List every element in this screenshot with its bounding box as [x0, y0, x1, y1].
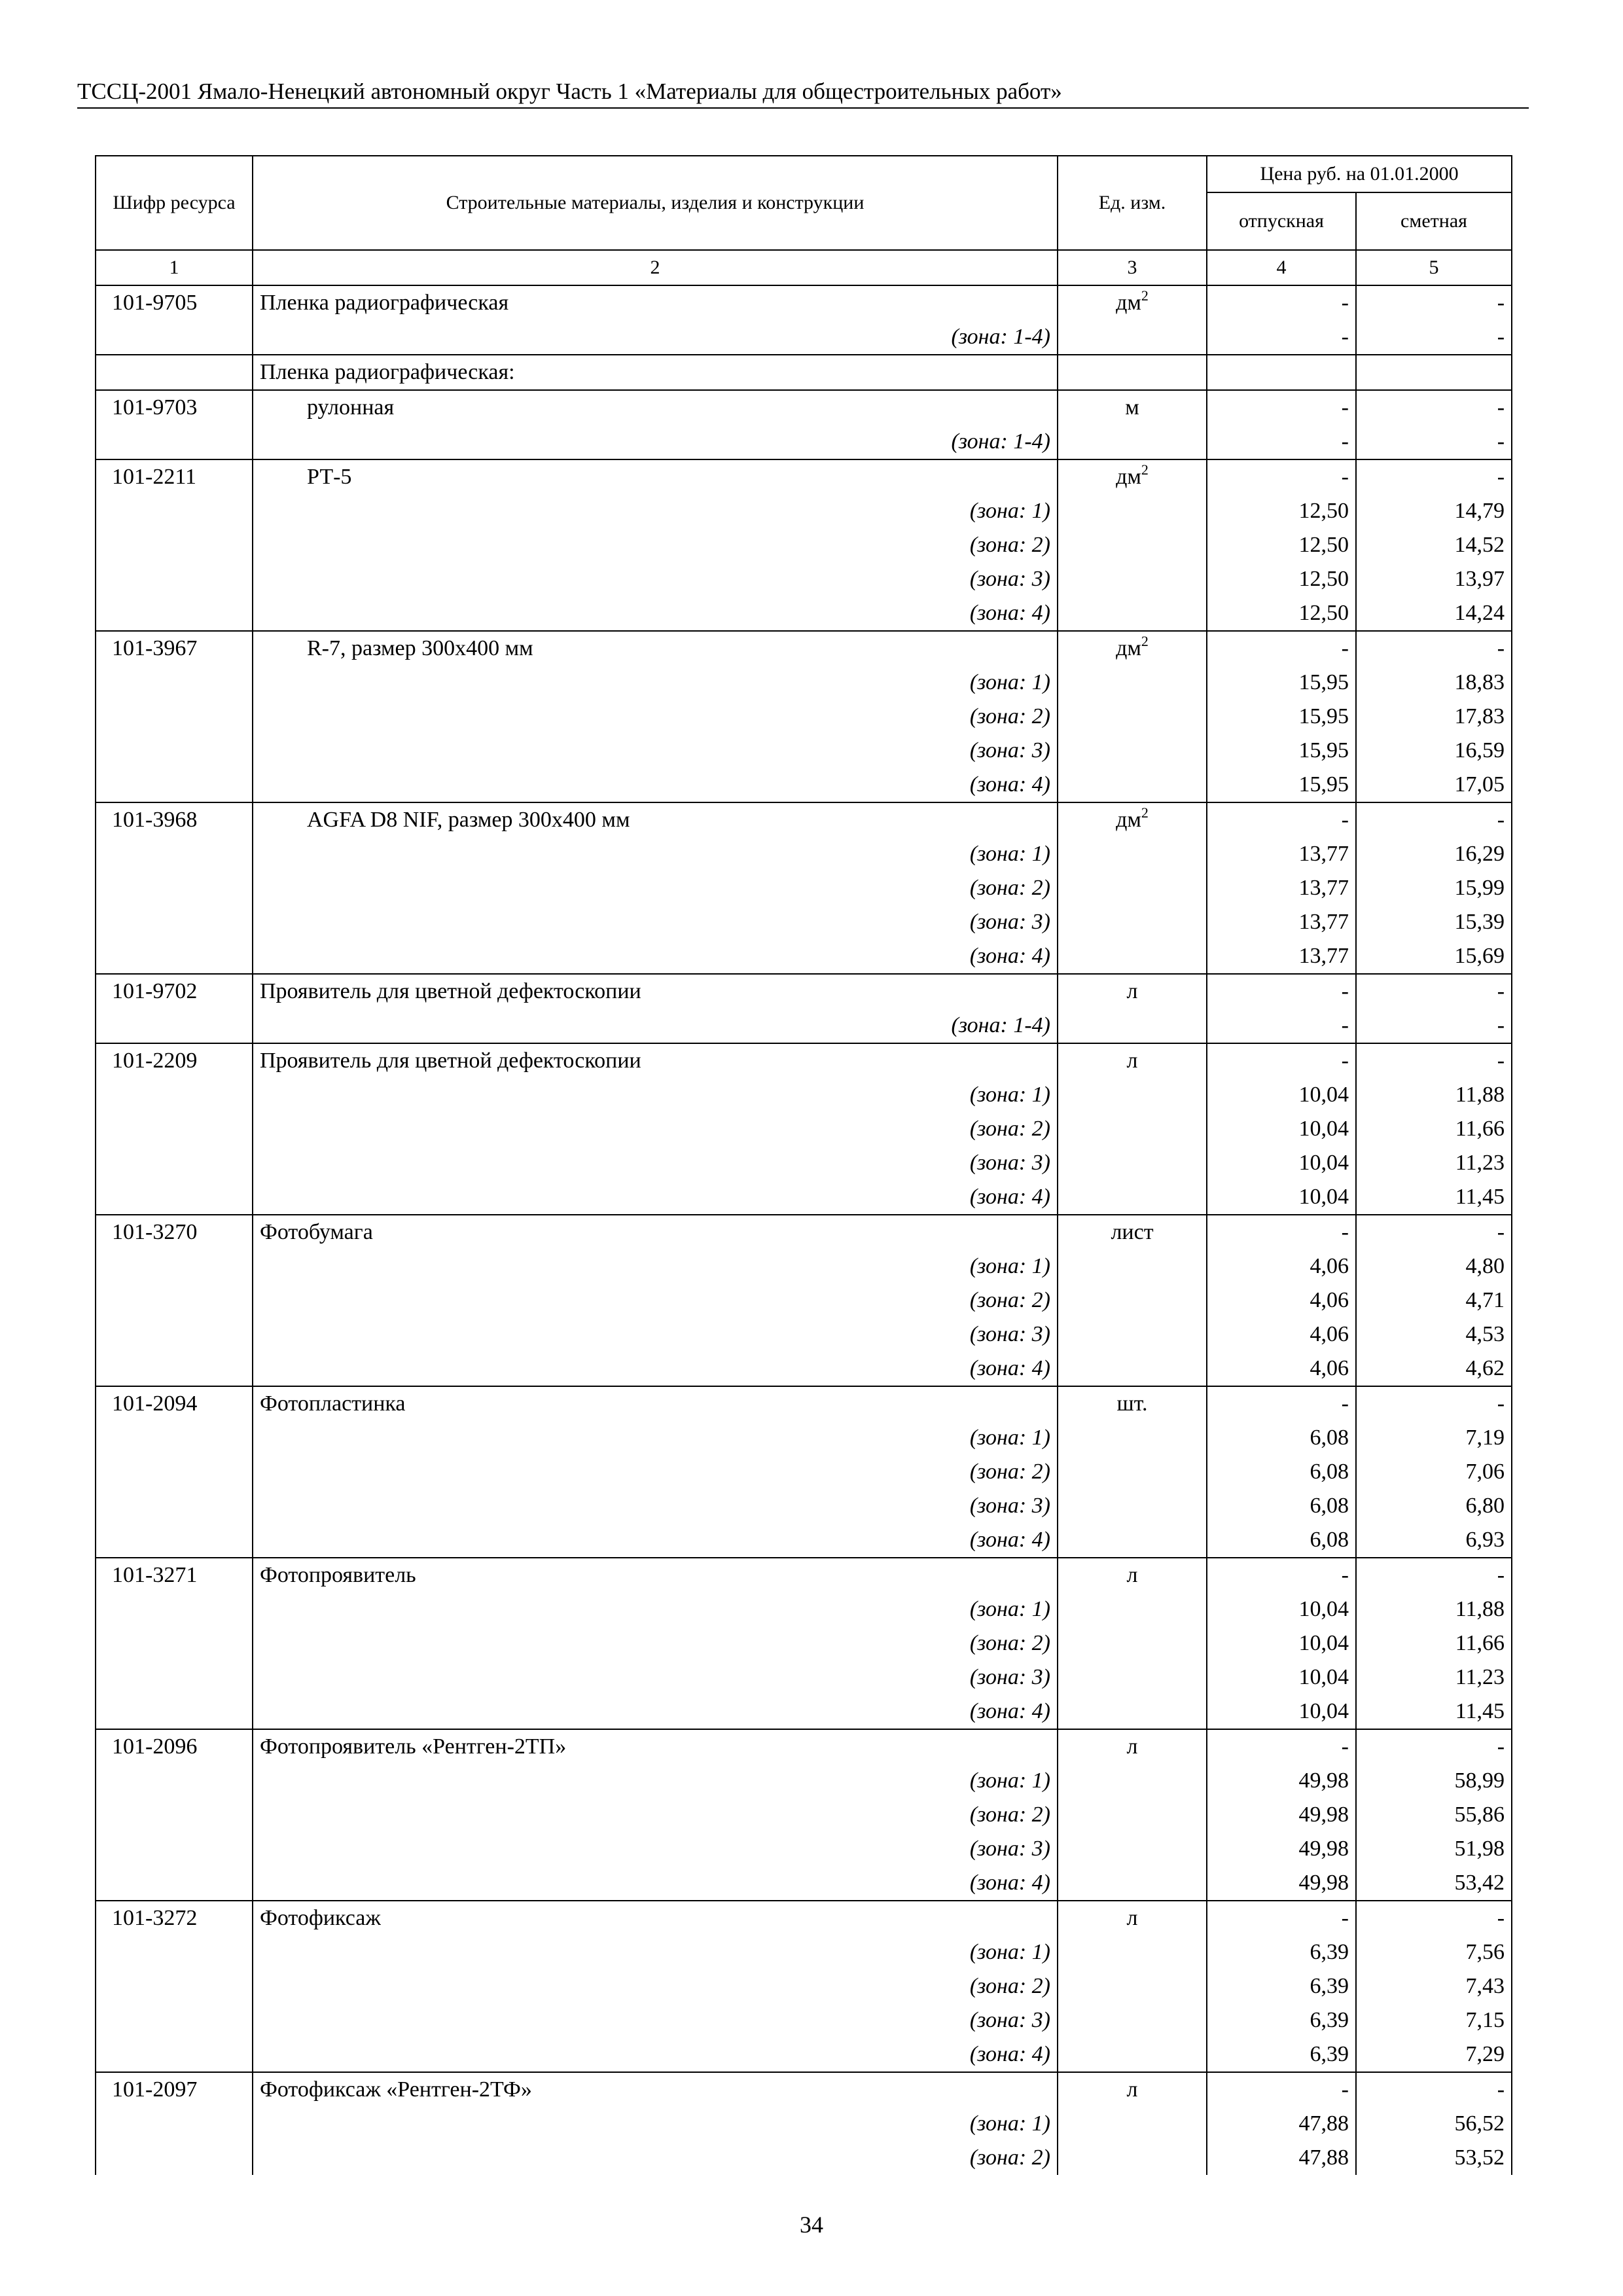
table-row — [96, 1901, 1512, 2072]
resource-code: 101-3270 — [112, 1220, 198, 1244]
release-price: 6,08 — [1310, 1460, 1349, 1484]
table-row — [96, 1558, 1512, 1729]
release-price-cell — [1207, 1901, 1356, 2072]
table-group-heading-row — [96, 355, 1512, 390]
zone-label: (зона: 2) — [969, 2145, 1050, 2170]
resource-code: 101-2209 — [112, 1049, 198, 1073]
zone-label: (зона: 3) — [969, 1665, 1050, 1689]
zone-label: (зона: 1) — [969, 1083, 1050, 1107]
zone-label: (зона: 3) — [969, 1494, 1050, 1518]
table-body — [96, 285, 1512, 2175]
material-name-cell — [253, 459, 1058, 631]
material-name-cell — [253, 1729, 1058, 1901]
zone-label: (зона: 4) — [969, 1871, 1050, 1895]
resource-code: 101-3272 — [112, 1906, 198, 1930]
estimate-price-cell — [1356, 2072, 1512, 2175]
resource-code-cell — [96, 802, 253, 974]
zone-label: (зона: 1) — [969, 1940, 1050, 1964]
table-row — [96, 2072, 1512, 2175]
release-price: 10,04 — [1298, 1117, 1349, 1141]
resource-code: 101-3271 — [112, 1563, 198, 1587]
release-price-dash: - — [1341, 808, 1349, 832]
estimate-price-dash: - — [1497, 1220, 1505, 1244]
zone-label: (зона: 1) — [969, 1426, 1050, 1450]
table-row — [96, 974, 1512, 1043]
release-price: 6,39 — [1310, 2008, 1349, 2032]
release-price-dash: - — [1341, 979, 1349, 1003]
zone-label: (зона: 4) — [969, 2042, 1050, 2066]
zone-label: (зона: 3) — [969, 1837, 1050, 1861]
estimate-price-dash: - — [1497, 2077, 1505, 2102]
material-name-cell — [253, 1558, 1058, 1729]
unit-text: дм — [1116, 291, 1141, 315]
release-price: 12,50 — [1298, 499, 1349, 523]
unit-cell — [1058, 802, 1207, 974]
release-price: 6,39 — [1310, 1940, 1349, 1964]
unit-text: л — [1126, 1906, 1138, 1930]
estimate-price-dash: - — [1497, 1734, 1505, 1759]
estimate-price: 7,19 — [1465, 1426, 1505, 1450]
estimate-price: 11,23 — [1455, 1665, 1505, 1689]
table-row — [96, 1215, 1512, 1386]
table-row — [96, 631, 1512, 802]
zone-label: (зона: 2) — [969, 533, 1050, 557]
material-name-cell — [253, 1043, 1058, 1215]
release-price-cell — [1207, 390, 1356, 459]
unit-text: л — [1126, 2077, 1138, 2102]
zone-label: (зона: 2) — [969, 704, 1050, 728]
estimate-price: 11,88 — [1455, 1083, 1505, 1107]
estimate-price-cell — [1356, 631, 1512, 802]
release-price-dash: - — [1341, 2077, 1349, 2102]
estimate-price-dash: - — [1497, 1563, 1505, 1587]
release-price-dash: - — [1341, 1734, 1349, 1759]
release-price: 10,04 — [1298, 1631, 1349, 1655]
header-rule — [77, 107, 1529, 109]
resource-code: 101-2211 — [112, 465, 197, 489]
zone-label: (зона: 1) — [969, 1768, 1050, 1793]
unit-text: дм — [1116, 808, 1141, 832]
unit-cell — [1058, 1215, 1207, 1386]
material-name: AGFA D8 NIF, размер 300x400 мм — [307, 808, 630, 832]
resource-code-cell — [96, 285, 253, 355]
unit-cell — [1058, 459, 1207, 631]
estimate-price: - — [1497, 429, 1505, 454]
estimate-price: 11,45 — [1455, 1185, 1505, 1209]
material-name-cell — [253, 2072, 1058, 2175]
release-price: 49,98 — [1298, 1768, 1349, 1793]
release-price: 15,95 — [1298, 670, 1349, 694]
estimate-price-dash: - — [1497, 291, 1505, 315]
estimate-price: 15,99 — [1454, 876, 1505, 900]
estimate-price-cell — [1356, 1043, 1512, 1215]
col-number: 2 — [253, 250, 1058, 285]
zone-label: (зона: 2) — [969, 1460, 1050, 1484]
unit-text: дм — [1116, 465, 1141, 489]
unit-cell — [1058, 1729, 1207, 1901]
unit-text: шт. — [1116, 1391, 1148, 1416]
page-header: ТССЦ-2001 Ямало-Ненецкий автономный округ Часть 1 «Материалы для общестроительных работ» — [77, 79, 1062, 104]
unit-superscript: 2 — [1141, 633, 1149, 649]
release-price-cell — [1207, 1558, 1356, 1729]
release-price-cell — [1207, 1386, 1356, 1558]
release-price: 12,50 — [1298, 533, 1349, 557]
resource-code-cell — [96, 1215, 253, 1386]
estimate-price: 15,39 — [1454, 910, 1505, 934]
resource-code: 101-2094 — [112, 1391, 198, 1416]
unit-cell — [1058, 285, 1207, 355]
estimate-price: 7,43 — [1465, 1974, 1505, 1998]
zone-label: (зона: 4) — [969, 1699, 1050, 1723]
zone-label: (зона: 1) — [969, 1254, 1050, 1278]
material-name: Пленка радиографическая: — [260, 360, 515, 384]
unit-cell — [1058, 631, 1207, 802]
zone-label: (зона: 3) — [969, 567, 1050, 591]
release-price: 15,95 — [1298, 738, 1349, 762]
estimate-price: 11,45 — [1455, 1699, 1505, 1723]
estimate-price: 18,83 — [1454, 670, 1505, 694]
estimate-price: 55,86 — [1454, 1803, 1505, 1827]
unit-cell — [1058, 390, 1207, 459]
release-price: 47,88 — [1298, 2145, 1349, 2170]
material-name: Пленка радиографическая — [260, 291, 509, 315]
release-price-dash: - — [1341, 1563, 1349, 1587]
material-name-cell — [253, 355, 1058, 390]
release-price-dash: - — [1341, 465, 1349, 489]
release-price: 10,04 — [1298, 1083, 1349, 1107]
material-name: Проявитель для цветной дефектоскопии — [260, 979, 641, 1003]
unit-cell — [1058, 355, 1207, 390]
material-name-cell — [253, 974, 1058, 1043]
zone-label: (зона: 3) — [969, 910, 1050, 934]
estimate-price: 16,59 — [1454, 738, 1505, 762]
col-header-price-group: Цена руб. на 01.01.2000 — [1207, 156, 1512, 192]
release-price: 15,95 — [1298, 772, 1349, 797]
zone-label: (зона: 1-4) — [951, 429, 1050, 454]
material-name: Фотофиксаж — [260, 1906, 381, 1930]
col-header-name: Строительные материалы, изделия и конструкции — [253, 156, 1058, 250]
estimate-price: 11,66 — [1455, 1117, 1505, 1141]
table-row — [96, 1043, 1512, 1215]
zone-label: (зона: 4) — [969, 772, 1050, 797]
estimate-price: 7,06 — [1465, 1460, 1505, 1484]
resource-code: 101-2097 — [112, 2077, 198, 2102]
release-price-dash: - — [1341, 395, 1349, 420]
zone-label: (зона: 2) — [969, 1288, 1050, 1312]
col-header-unit: Ед. изм. — [1058, 156, 1207, 250]
estimate-price-dash: - — [1497, 636, 1505, 660]
unit-text: дм — [1116, 636, 1141, 660]
release-price-cell — [1207, 1215, 1356, 1386]
zone-label: (зона: 1) — [969, 1597, 1050, 1621]
estimate-price: 7,15 — [1465, 2008, 1505, 2032]
release-price: 6,08 — [1310, 1426, 1349, 1450]
material-name: Фотопроявитель — [260, 1563, 416, 1587]
release-price: 4,06 — [1310, 1356, 1349, 1380]
zone-label: (зона: 1) — [969, 2111, 1050, 2136]
unit-cell — [1058, 1043, 1207, 1215]
resource-code: 101-9703 — [112, 395, 198, 420]
estimate-price: 16,29 — [1454, 842, 1505, 866]
estimate-price-cell — [1356, 802, 1512, 974]
release-price: 6,08 — [1310, 1494, 1349, 1518]
estimate-price: - — [1497, 1013, 1505, 1037]
release-price: 13,77 — [1298, 876, 1349, 900]
material-name-cell — [253, 631, 1058, 802]
estimate-price: 11,23 — [1455, 1151, 1505, 1175]
estimate-price: 53,52 — [1454, 2145, 1505, 2170]
release-price-dash: - — [1341, 1391, 1349, 1416]
resource-code-cell — [96, 2072, 253, 2175]
estimate-price-cell — [1356, 390, 1512, 459]
zone-label: (зона: 2) — [969, 1117, 1050, 1141]
resource-code: 101-9705 — [112, 291, 198, 315]
release-price-dash: - — [1341, 636, 1349, 660]
estimate-price: 58,99 — [1454, 1768, 1505, 1793]
zone-label: (зона: 2) — [969, 1974, 1050, 1998]
release-price: 6,08 — [1310, 1528, 1349, 1552]
material-name-cell — [253, 802, 1058, 974]
price-table — [95, 155, 1512, 2175]
zone-label: (зона: 1) — [969, 670, 1050, 694]
unit-cell — [1058, 2072, 1207, 2175]
estimate-price: 4,62 — [1465, 1356, 1505, 1380]
release-price: 6,39 — [1310, 1974, 1349, 1998]
estimate-price-cell — [1356, 1901, 1512, 2072]
estimate-price: 13,97 — [1454, 567, 1505, 591]
release-price: 10,04 — [1298, 1151, 1349, 1175]
zone-label: (зона: 4) — [969, 1185, 1050, 1209]
col-number: 5 — [1356, 250, 1512, 285]
estimate-price: 4,80 — [1465, 1254, 1505, 1278]
release-price-cell — [1207, 802, 1356, 974]
resource-code-cell — [96, 1901, 253, 2072]
table-row — [96, 285, 1512, 355]
material-name: Фотофиксаж «Рентген-2ТФ» — [260, 2077, 532, 2102]
estimate-price-cell — [1356, 1215, 1512, 1386]
release-price: 13,77 — [1298, 944, 1349, 968]
resource-code-cell — [96, 355, 253, 390]
zone-label: (зона: 1) — [969, 842, 1050, 866]
zone-label: (зона: 1) — [969, 499, 1050, 523]
unit-text: л — [1126, 1734, 1138, 1759]
col-number: 1 — [96, 250, 253, 285]
estimate-price: 7,56 — [1465, 1940, 1505, 1964]
estimate-price-dash: - — [1497, 1049, 1505, 1073]
col-header-release: отпускная — [1207, 192, 1356, 250]
unit-cell — [1058, 1901, 1207, 2072]
release-price-cell — [1207, 631, 1356, 802]
release-price-cell — [1207, 2072, 1356, 2175]
zone-label: (зона: 2) — [969, 876, 1050, 900]
col-number: 4 — [1207, 250, 1356, 285]
release-price: 12,50 — [1298, 567, 1349, 591]
estimate-price: 15,69 — [1454, 944, 1505, 968]
resource-code-cell — [96, 974, 253, 1043]
material-name-cell — [253, 390, 1058, 459]
release-price: - — [1341, 1013, 1349, 1037]
zone-label: (зона: 2) — [969, 1803, 1050, 1827]
unit-cell — [1058, 974, 1207, 1043]
estimate-price: 4,71 — [1465, 1288, 1505, 1312]
page-number: 34 — [800, 2212, 823, 2238]
table-row — [96, 1386, 1512, 1558]
estimate-price-cell — [1356, 355, 1512, 390]
release-price: 49,98 — [1298, 1871, 1349, 1895]
unit-superscript: 2 — [1141, 287, 1149, 304]
zone-label: (зона: 3) — [969, 2008, 1050, 2032]
release-price: 47,88 — [1298, 2111, 1349, 2136]
estimate-price: 7,29 — [1465, 2042, 1505, 2066]
material-name: Фотобумага — [260, 1220, 373, 1244]
unit-text: м — [1125, 395, 1139, 420]
release-price-cell — [1207, 1043, 1356, 1215]
release-price: 10,04 — [1298, 1597, 1349, 1621]
estimate-price: 17,05 — [1454, 772, 1505, 797]
release-price: - — [1341, 429, 1349, 454]
release-price: 4,06 — [1310, 1322, 1349, 1346]
estimate-price: 14,79 — [1454, 499, 1505, 523]
resource-code: 101-3967 — [112, 636, 198, 660]
estimate-price: 51,98 — [1454, 1837, 1505, 1861]
zone-label: (зона: 4) — [969, 1356, 1050, 1380]
estimate-price: 56,52 — [1454, 2111, 1505, 2136]
material-name-cell — [253, 285, 1058, 355]
estimate-price-cell — [1356, 459, 1512, 631]
release-price-cell — [1207, 459, 1356, 631]
release-price: 10,04 — [1298, 1185, 1349, 1209]
release-price: 15,95 — [1298, 704, 1349, 728]
estimate-price-cell — [1356, 1558, 1512, 1729]
estimate-price-dash: - — [1497, 979, 1505, 1003]
release-price: 12,50 — [1298, 601, 1349, 625]
table-row — [96, 1729, 1512, 1901]
resource-code: 101-9702 — [112, 979, 198, 1003]
estimate-price: 53,42 — [1454, 1871, 1505, 1895]
material-name-cell — [253, 1386, 1058, 1558]
zone-label: (зона: 4) — [969, 601, 1050, 625]
table-row — [96, 459, 1512, 631]
col-header-code: Шифр ресурса — [96, 156, 253, 250]
estimate-price-dash: - — [1497, 808, 1505, 832]
table-row — [96, 802, 1512, 974]
release-price-cell — [1207, 1729, 1356, 1901]
estimate-price: - — [1497, 325, 1505, 349]
estimate-price-cell — [1356, 1386, 1512, 1558]
resource-code-cell — [96, 390, 253, 459]
estimate-price: 6,93 — [1465, 1528, 1505, 1552]
material-name: R-7, размер 300x400 мм — [307, 636, 533, 660]
unit-text: л — [1126, 1049, 1138, 1073]
resource-code-cell — [96, 1558, 253, 1729]
estimate-price: 11,88 — [1455, 1597, 1505, 1621]
release-price-cell — [1207, 285, 1356, 355]
unit-superscript: 2 — [1141, 461, 1149, 478]
table-header — [96, 156, 1512, 285]
material-name: РТ-5 — [307, 465, 352, 489]
release-price: 10,04 — [1298, 1699, 1349, 1723]
release-price: 49,98 — [1298, 1803, 1349, 1827]
estimate-price-dash: - — [1497, 1391, 1505, 1416]
resource-code: 101-3968 — [112, 808, 198, 832]
resource-code-cell — [96, 631, 253, 802]
table-row — [96, 390, 1512, 459]
release-price: 13,77 — [1298, 842, 1349, 866]
release-price: 13,77 — [1298, 910, 1349, 934]
estimate-price-cell — [1356, 285, 1512, 355]
estimate-price-dash: - — [1497, 395, 1505, 420]
release-price-cell — [1207, 974, 1356, 1043]
release-price: 4,06 — [1310, 1288, 1349, 1312]
col-header-estimate: сметная — [1356, 192, 1512, 250]
estimate-price-cell — [1356, 974, 1512, 1043]
release-price: 49,98 — [1298, 1837, 1349, 1861]
zone-label: (зона: 1-4) — [951, 1013, 1050, 1037]
unit-text: л — [1126, 1563, 1138, 1587]
unit-cell — [1058, 1558, 1207, 1729]
material-name-cell — [253, 1901, 1058, 2072]
estimate-price: 4,53 — [1465, 1322, 1505, 1346]
resource-code-cell — [96, 459, 253, 631]
release-price: 4,06 — [1310, 1254, 1349, 1278]
unit-superscript: 2 — [1141, 804, 1149, 821]
zone-label: (зона: 4) — [969, 944, 1050, 968]
release-price: - — [1341, 325, 1349, 349]
zone-label: (зона: 4) — [969, 1528, 1050, 1552]
release-price-dash: - — [1341, 291, 1349, 315]
release-price-dash: - — [1341, 1220, 1349, 1244]
material-name: Проявитель для цветной дефектоскопии — [260, 1049, 641, 1073]
zone-label: (зона: 2) — [969, 1631, 1050, 1655]
release-price: 10,04 — [1298, 1665, 1349, 1689]
estimate-price: 14,52 — [1454, 533, 1505, 557]
resource-code-cell — [96, 1043, 253, 1215]
release-price: 6,39 — [1310, 2042, 1349, 2066]
material-name: Фотопластинка — [260, 1391, 406, 1416]
material-name: рулонная — [307, 395, 395, 420]
estimate-price-cell — [1356, 1729, 1512, 1901]
zone-label: (зона: 3) — [969, 1322, 1050, 1346]
resource-code: 101-2096 — [112, 1734, 198, 1759]
estimate-price-dash: - — [1497, 465, 1505, 489]
zone-label: (зона: 3) — [969, 738, 1050, 762]
resource-code-cell — [96, 1729, 253, 1901]
material-name-cell — [253, 1215, 1058, 1386]
estimate-price: 11,66 — [1455, 1631, 1505, 1655]
release-price-cell — [1207, 355, 1356, 390]
unit-text: л — [1126, 979, 1138, 1003]
estimate-price: 17,83 — [1454, 704, 1505, 728]
estimate-price: 6,80 — [1465, 1494, 1505, 1518]
unit-text: лист — [1111, 1220, 1154, 1244]
release-price-dash: - — [1341, 1906, 1349, 1930]
estimate-price-dash: - — [1497, 1906, 1505, 1930]
zone-label: (зона: 3) — [969, 1151, 1050, 1175]
material-name: Фотопроявитель «Рентген-2ТП» — [260, 1734, 567, 1759]
zone-label: (зона: 1-4) — [951, 325, 1050, 349]
unit-cell — [1058, 1386, 1207, 1558]
col-number: 3 — [1058, 250, 1207, 285]
release-price-dash: - — [1341, 1049, 1349, 1073]
resource-code-cell — [96, 1386, 253, 1558]
estimate-price: 14,24 — [1454, 601, 1505, 625]
